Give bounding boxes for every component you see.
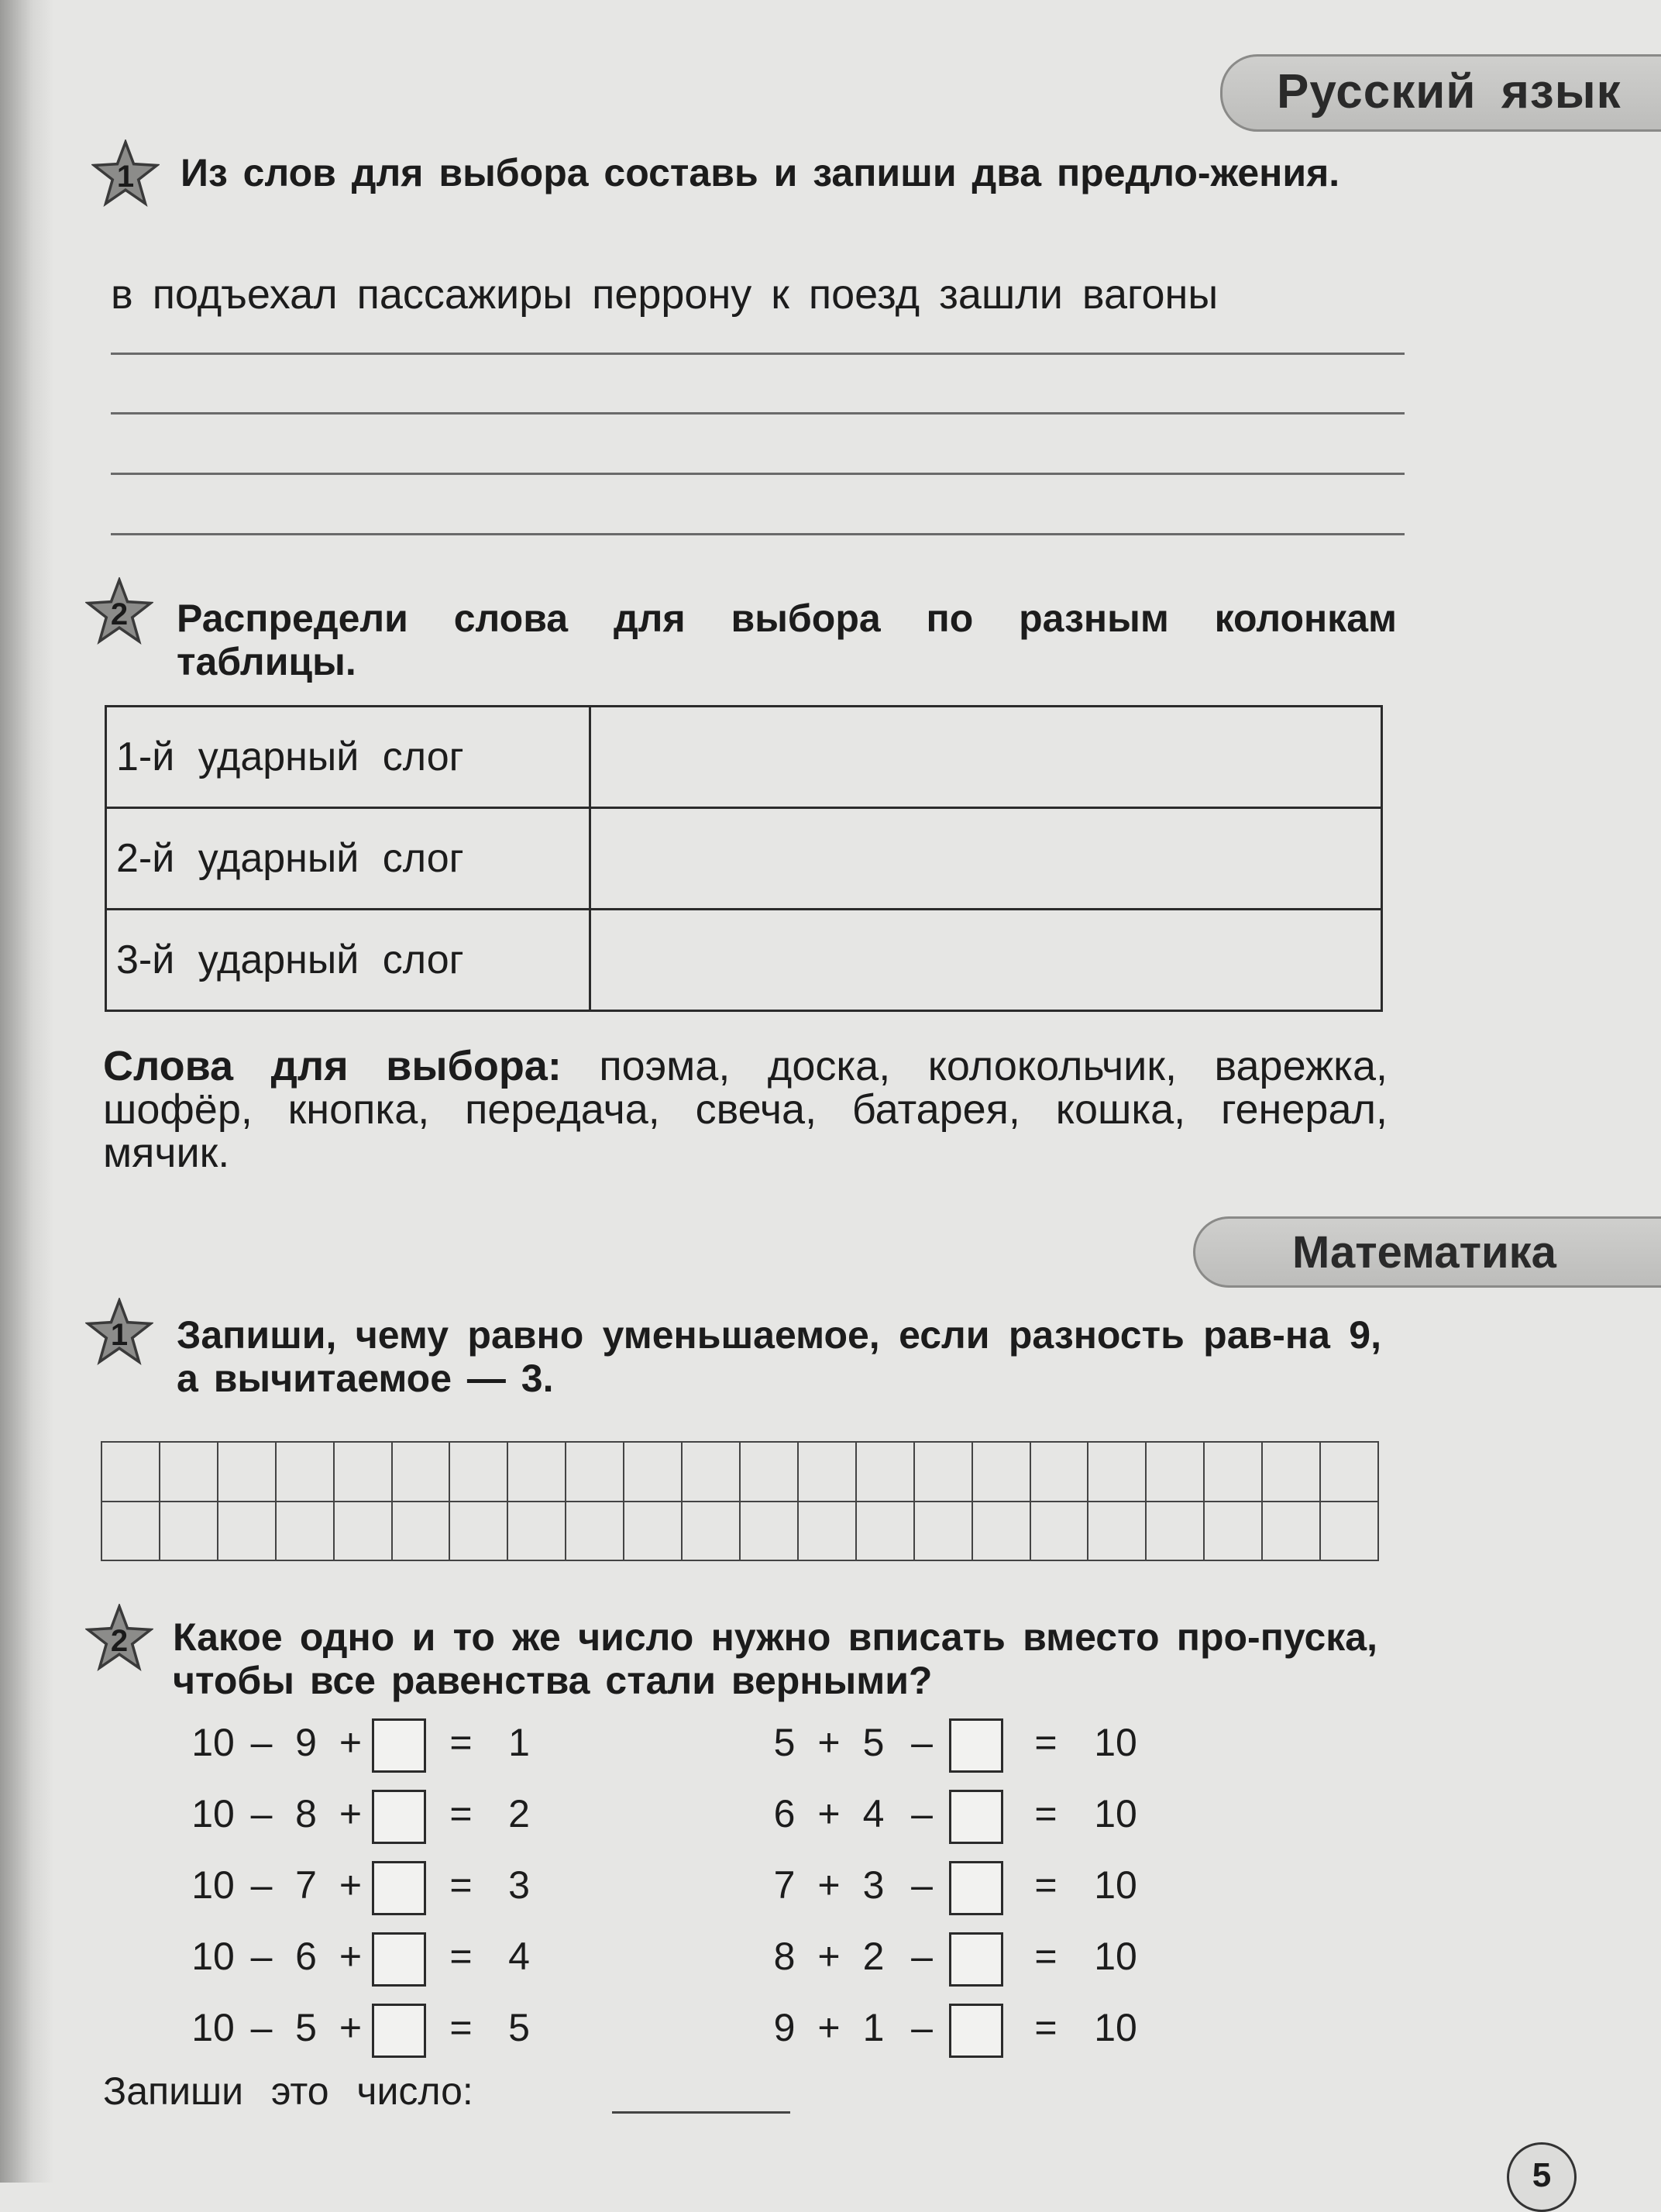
blank-box[interactable]: [949, 1718, 1003, 1773]
grid-cell[interactable]: [101, 1502, 160, 1561]
answer-grid[interactable]: [101, 1441, 1379, 1561]
grid-cell[interactable]: [914, 1442, 972, 1502]
equation-term: 10: [191, 1721, 235, 1765]
grid-cell[interactable]: [856, 1502, 914, 1561]
row-label: 2-й ударный слог: [106, 808, 590, 910]
equation-term: 1: [862, 2006, 885, 2050]
equation-term: 4: [508, 1935, 530, 1979]
equation-term: +: [339, 1935, 363, 1979]
equation-term: 6: [295, 1935, 317, 1979]
equation-term: 8: [295, 1792, 317, 1836]
equation-term: 5: [773, 1721, 796, 1765]
equation-right-5: [763, 2004, 1143, 2058]
equation-term: +: [339, 2006, 363, 2050]
grid-cell[interactable]: [449, 1502, 507, 1561]
blank-box[interactable]: [372, 1861, 426, 1915]
grid-cell[interactable]: [1320, 1502, 1378, 1561]
equation-term: –: [911, 2006, 933, 2050]
subject-header-russian: Русский язык: [1220, 54, 1661, 132]
grid-cell[interactable]: [1030, 1502, 1088, 1561]
row-label: 1-й ударный слог: [106, 707, 590, 808]
grid-cell[interactable]: [566, 1502, 624, 1561]
equation-term: =: [449, 2006, 473, 2050]
page-number: 5: [1507, 2142, 1577, 2212]
equation-term: 2: [862, 1935, 885, 1979]
equation-term: 10: [191, 2006, 235, 2050]
equation-term: +: [339, 1792, 363, 1836]
equation-right-3: [763, 1861, 1143, 1915]
equation-term: 3: [862, 1863, 885, 1908]
syllable-table: [105, 705, 1383, 1012]
task-1-instruction: Из слов для выбора составь и запиши два предло-жения.: [181, 151, 1340, 194]
grid-cell[interactable]: [798, 1442, 856, 1502]
writing-line[interactable]: [111, 412, 1405, 415]
blank-box[interactable]: [372, 1790, 426, 1844]
equation-left-4: [186, 1932, 542, 1987]
equation-term: 10: [1094, 1792, 1137, 1836]
subject-header-math: Математика: [1193, 1216, 1661, 1288]
equation-term: 10: [191, 1863, 235, 1908]
blank-box[interactable]: [372, 1932, 426, 1987]
math-task-2-instruction: Какое одно и то же число нужно вписать вместо про-пуска, чтобы все равенства стали верными?: [173, 1615, 1377, 1702]
equation-left-2: [186, 1790, 542, 1844]
grid-cell[interactable]: [218, 1442, 276, 1502]
grid-cell[interactable]: [624, 1502, 682, 1561]
choice-label: Слова для выбора:: [103, 1043, 562, 1089]
answer-cell[interactable]: [590, 808, 1382, 910]
equation-left-1: [186, 1718, 542, 1773]
equation-term: 9: [295, 1721, 317, 1765]
equation-term: =: [1034, 1863, 1057, 1908]
grid-cell[interactable]: [682, 1502, 740, 1561]
grid-cell[interactable]: [1088, 1442, 1146, 1502]
table-row: [106, 910, 1382, 1011]
grid-cell[interactable]: [798, 1502, 856, 1561]
grid-cell[interactable]: [972, 1442, 1030, 1502]
equation-term: –: [911, 1935, 933, 1979]
equation-term: –: [911, 1792, 933, 1836]
grid-cell[interactable]: [1262, 1442, 1320, 1502]
grid-cell[interactable]: [392, 1442, 450, 1502]
word-list: в подъехал пассажиры перрону к поезд зашли вагоны: [111, 271, 1219, 318]
equation-term: +: [817, 1792, 841, 1836]
blank-box[interactable]: [949, 1790, 1003, 1844]
grid-cell[interactable]: [392, 1502, 450, 1561]
page-binding-shadow: [0, 0, 54, 2183]
grid-cell[interactable]: [449, 1442, 507, 1502]
equation-term: 10: [191, 1935, 235, 1979]
equation-term: 5: [862, 1721, 885, 1765]
equation-right-2: [763, 1790, 1143, 1844]
answer-label: Запиши это число:: [103, 2069, 473, 2113]
equation-term: +: [817, 1721, 841, 1765]
task-1-star-icon: [91, 139, 160, 208]
equation-right-4: [763, 1932, 1143, 1987]
grid-cell[interactable]: [160, 1442, 218, 1502]
equation-term: 6: [773, 1792, 796, 1836]
equation-left-3: [186, 1861, 542, 1915]
grid-cell[interactable]: [1204, 1442, 1262, 1502]
equation-term: 7: [773, 1863, 796, 1908]
equation-term: –: [250, 1863, 273, 1908]
answer-cell[interactable]: [590, 707, 1382, 808]
grid-cell[interactable]: [566, 1442, 624, 1502]
equation-term: 2: [508, 1792, 530, 1836]
equation-term: 10: [191, 1792, 235, 1836]
equation-term: +: [339, 1721, 363, 1765]
equation-left-5: [186, 2004, 542, 2058]
equation-term: 8: [773, 1935, 796, 1979]
equation-term: –: [250, 2006, 273, 2050]
grid-cell[interactable]: [218, 1502, 276, 1561]
task-2-star-icon: [85, 577, 153, 645]
task-2-instruction: Распредели слова для выбора по разным колонкам таблицы.: [177, 597, 1397, 683]
equation-term: =: [1034, 1721, 1057, 1765]
grid-cell[interactable]: [1204, 1502, 1262, 1561]
table-row: [106, 707, 1382, 808]
answer-line[interactable]: [612, 2111, 790, 2114]
equation-term: +: [817, 2006, 841, 2050]
writing-line[interactable]: [111, 353, 1405, 355]
row-label: 3-й ударный слог: [106, 910, 590, 1011]
grid-cell[interactable]: [334, 1442, 392, 1502]
math-task-1-instruction: Запиши, чему равно уменьшаемое, если разность рав-на 9, а вычитаемое — 3.: [177, 1313, 1381, 1400]
writing-line[interactable]: [111, 473, 1405, 475]
blank-box[interactable]: [949, 2004, 1003, 2058]
equation-term: =: [1034, 2006, 1057, 2050]
grid-cell[interactable]: [101, 1442, 160, 1502]
grid-cell[interactable]: [856, 1442, 914, 1502]
equation-term: 3: [508, 1863, 530, 1908]
math-task-1-star-icon: [85, 1298, 153, 1366]
grid-cell[interactable]: [682, 1442, 740, 1502]
grid-cell[interactable]: [276, 1502, 334, 1561]
choice-word-list: поэма, доска, колокольчик, варежка, шофёр, кнопка, передача, свеча, батарея, кошка, генерал, мячик.: [103, 1043, 1388, 1176]
grid-cell[interactable]: [160, 1502, 218, 1561]
equation-term: 10: [1094, 1721, 1137, 1765]
answer-cell[interactable]: [590, 910, 1382, 1011]
equation-term: =: [449, 1863, 473, 1908]
equation-term: –: [250, 1935, 273, 1979]
equation-term: +: [817, 1863, 841, 1908]
task-number: 2: [110, 1624, 129, 1658]
task-number: 1: [110, 1318, 129, 1352]
grid-cell[interactable]: [740, 1502, 798, 1561]
equation-term: –: [911, 1721, 933, 1765]
equation-term: =: [1034, 1935, 1057, 1979]
grid-cell[interactable]: [914, 1502, 972, 1561]
equation-term: 1: [508, 1721, 530, 1765]
grid-cell[interactable]: [972, 1502, 1030, 1561]
grid-cell[interactable]: [276, 1442, 334, 1502]
grid-cell[interactable]: [1030, 1442, 1088, 1502]
equation-term: =: [1034, 1792, 1057, 1836]
blank-box[interactable]: [949, 1932, 1003, 1987]
blank-box[interactable]: [372, 1718, 426, 1773]
equation-term: 10: [1094, 1863, 1137, 1908]
equation-term: =: [449, 1792, 473, 1836]
grid-cell[interactable]: [1320, 1442, 1378, 1502]
equation-term: 5: [295, 2006, 317, 2050]
writing-line[interactable]: [111, 533, 1405, 535]
equation-term: +: [817, 1935, 841, 1979]
task-number: 2: [110, 597, 129, 631]
grid-cell[interactable]: [507, 1502, 566, 1561]
equation-term: =: [449, 1721, 473, 1765]
task-number: 1: [116, 160, 135, 194]
math-task-2-star-icon: [85, 1604, 153, 1672]
equation-term: 4: [862, 1792, 885, 1836]
equation-term: =: [449, 1935, 473, 1979]
grid-cell[interactable]: [624, 1442, 682, 1502]
equation-term: –: [911, 1863, 933, 1908]
grid-cell[interactable]: [740, 1442, 798, 1502]
equation-term: 5: [508, 2006, 530, 2050]
equation-term: 9: [773, 2006, 796, 2050]
choice-words: [103, 1044, 1388, 1175]
grid-cell[interactable]: [1088, 1502, 1146, 1561]
grid-cell[interactable]: [1262, 1502, 1320, 1561]
equation-term: 10: [1094, 2006, 1137, 2050]
equation-term: –: [250, 1792, 273, 1836]
table-row: [106, 808, 1382, 910]
equation-term: –: [250, 1721, 273, 1765]
equation-right-1: [763, 1718, 1143, 1773]
grid-cell[interactable]: [1146, 1442, 1204, 1502]
equation-term: +: [339, 1863, 363, 1908]
blank-box[interactable]: [949, 1861, 1003, 1915]
equation-term: 10: [1094, 1935, 1137, 1979]
equation-term: 7: [295, 1863, 317, 1908]
grid-cell[interactable]: [507, 1442, 566, 1502]
grid-cell[interactable]: [334, 1502, 392, 1561]
grid-cell[interactable]: [1146, 1502, 1204, 1561]
blank-box[interactable]: [372, 2004, 426, 2058]
